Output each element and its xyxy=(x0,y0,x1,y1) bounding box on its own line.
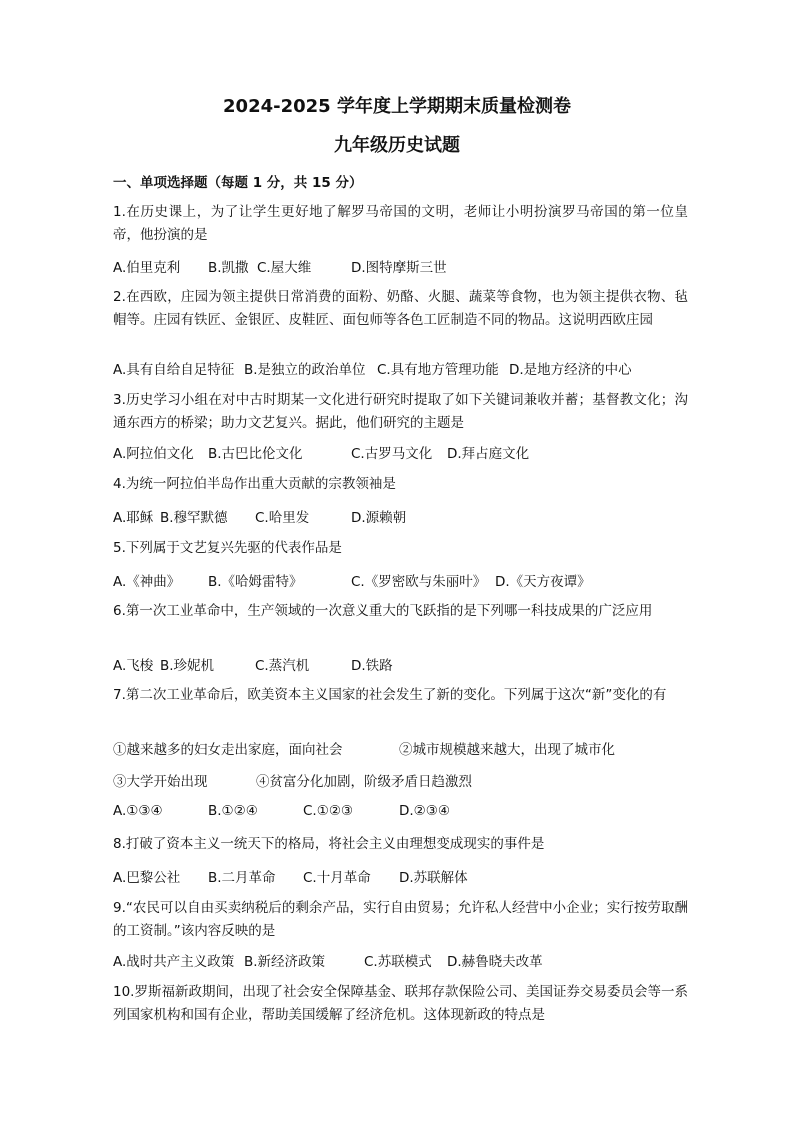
question-7-statements-row-1 xyxy=(113,738,673,758)
question-7-statement-4: ④贫富分化加剧，阶级矛盾日趋激烈 xyxy=(256,774,472,790)
question-5-option-a: A.《神曲》 xyxy=(113,574,181,590)
question-1-stem: 1.在历史课上，为了让学生更好地了解罗马帝国的文明，老师让小明扮演罗马帝国的第一位皇帝，他扮演的是 xyxy=(113,204,688,243)
question-4-option-d: D.源赖朝 xyxy=(351,510,407,526)
question-5-option-b: B.《哈姆雷特》 xyxy=(208,574,303,590)
question-2-option-a: A.具有自给自足特征 xyxy=(113,362,235,378)
question-6-option-a: A.飞梭 xyxy=(113,658,154,674)
question-1-option-d: D.图特摩斯三世 xyxy=(351,260,447,276)
question-3-option-d: D.拜占庭文化 xyxy=(447,446,530,462)
question-4-stem: 4.为统一阿拉伯半岛作出重大贡献的宗教领袖是 xyxy=(113,476,396,492)
question-7-statements-row-2 xyxy=(113,770,673,790)
question-6-option-c: C.蒸汽机 xyxy=(255,658,310,674)
question-4-option-b: B.穆罕默德 xyxy=(160,510,228,526)
section-heading: 一、单项选择题（每题 1 分，共 15 分） xyxy=(113,175,363,191)
question-1-option-b: B.凯撒 xyxy=(208,260,249,276)
question-2-option-d: D.是地方经济的中心 xyxy=(509,362,632,378)
question-7-option-b: B.①②④ xyxy=(208,803,258,819)
question-4-option-c: C.哈里发 xyxy=(255,510,310,526)
question-5-stem: 5.下列属于文艺复兴先驱的代表作品是 xyxy=(113,540,342,556)
question-6-option-b: B.珍妮机 xyxy=(160,658,215,674)
question-4-option-a: A.耶稣 xyxy=(113,510,154,526)
question-9-option-a: A.战时共产主义政策 xyxy=(113,954,235,970)
exam-subtitle: 九年级历史试题 xyxy=(334,135,460,156)
question-7-option-c: C.①②③ xyxy=(303,803,354,819)
question-7-statement-1: ①越来越多的妇女走出家庭，面向社会 xyxy=(113,742,343,758)
question-3-option-b: B.古巴比伦文化 xyxy=(208,446,303,462)
question-10-stem: 10.罗斯福新政期间，出现了社会安全保障基金、联邦存款保险公司、美国证券交易委员会等一系 列国家机构和国有企业，帮助美国缓解了经济危机。这体现新政的特点是 xyxy=(113,984,688,1023)
question-1-option-c: C.屋大维 xyxy=(257,260,312,276)
question-2-option-b: B.是独立的政治单位 xyxy=(244,362,366,378)
question-3-option-a: A.阿拉伯文化 xyxy=(113,446,194,462)
question-8-option-d: D.苏联解体 xyxy=(399,870,468,886)
question-8-stem: 8.打破了资本主义一统天下的格局，将社会主义由理想变成现实的事件是 xyxy=(113,836,545,852)
question-6-stem: 6.第一次工业革命中，生产领域的一次意义重大的飞跃指的是下列哪一科技成果的广泛应用 xyxy=(113,603,653,619)
question-5-option-c: C.《罗密欧与朱丽叶》 xyxy=(351,574,487,590)
question-3-stem: 3.历史学习小组在对中古时期某一文化进行研究时提取了如下关键词兼收并蓄；基督教文化；沟通东西方的桥梁；助力文艺复兴。据此，他们研究的主题是 xyxy=(113,392,688,431)
question-8-option-c: C.十月革命 xyxy=(303,870,371,886)
question-2-stem: 2.在西欧，庄园为领主提供日常消费的面粉、奶酪、火腿、蔬菜等食物，也为领主提供衣物、毡帽等。庄园有铁匠、金银匠、皮鞋匠、面包师等各色工匠制造不同的物品。这说明西欧庄园 xyxy=(113,289,688,328)
question-8-option-a: A.巴黎公社 xyxy=(113,870,181,886)
question-7-stem: 7.第二次工业革命后，欧美资本主义国家的社会发生了新的变化。下列属于这次“新”变化的有 xyxy=(113,687,667,703)
question-7-option-d: D.②③④ xyxy=(399,803,450,819)
exam-title: 2024-2025 学年度上学期期末质量检测卷 xyxy=(223,96,571,117)
question-2-option-c: C.具有地方管理功能 xyxy=(377,362,499,378)
question-9-stem: 9.“农民可以自由买卖纳税后的剩余产品，实行自由贸易；允许私人经营中小企业；实行按劳取酬的工资制。”该内容反映的是 xyxy=(113,900,688,939)
question-3-option-c: C.古罗马文化 xyxy=(351,446,433,462)
question-9-option-b: B.新经济政策 xyxy=(244,954,326,970)
question-7-statement-3: ③大学开始出现 xyxy=(113,774,208,790)
question-7-statement-2: ②城市规模越来越大，出现了城市化 xyxy=(399,742,615,758)
question-6-option-d: D.铁路 xyxy=(351,658,393,674)
question-8-option-b: B.二月革命 xyxy=(208,870,276,886)
question-7-option-a: A.①③④ xyxy=(113,803,163,819)
question-9-option-c: C.苏联模式 xyxy=(364,954,432,970)
question-5-option-d: D.《天方夜谭》 xyxy=(495,574,591,590)
question-1-option-a: A.伯里克利 xyxy=(113,260,181,276)
question-9-option-d: D.赫鲁晓夫改革 xyxy=(447,954,543,970)
